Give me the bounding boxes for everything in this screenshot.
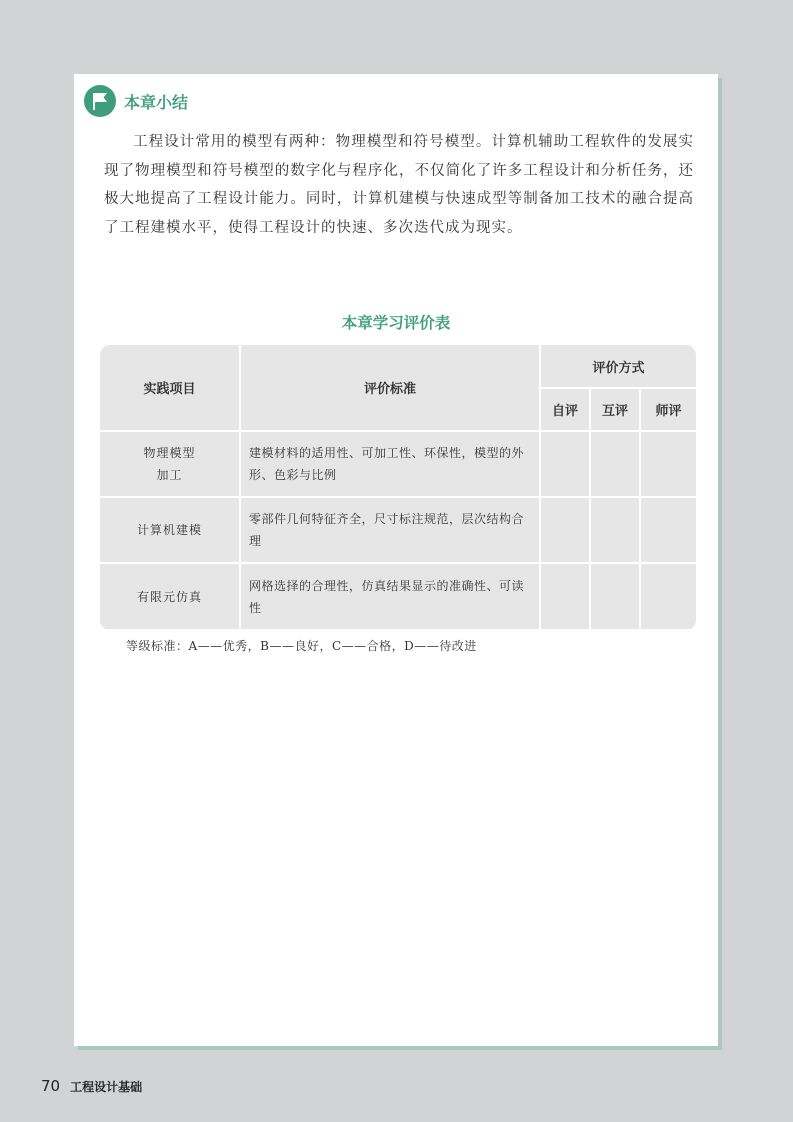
table-title: 本章学习评价表 [341,314,451,332]
teacher-cell [640,563,696,629]
header-method: 评价方式 [540,345,696,388]
row-project: 有限元仿真 [100,563,240,629]
row-criteria: 零部件几何特征齐全，尺寸标注规范，层次结构合理 [240,497,540,563]
self-cell [540,431,590,497]
evaluation-table [100,345,696,630]
self-cell [540,497,590,563]
table-row [100,431,696,497]
self-cell [540,563,590,629]
peer-cell [590,563,640,629]
grade-note: 等级标准：A——优秀，B——良好，C——合格，D——待改进 [126,639,477,653]
section-title: 本章小结 [124,92,189,112]
header-self: 自评 [540,388,590,431]
page-footer [41,1077,142,1095]
page-number: 70 [41,1077,61,1095]
table-row [100,497,696,563]
flag-icon [84,85,116,117]
peer-cell [590,497,640,563]
teacher-cell [640,431,696,497]
header-criteria: 评价标准 [240,345,540,431]
peer-cell [590,431,640,497]
summary-paragraph: 工程设计常用的模型有两种：物理模型和符号模型。计算机辅助工程软件的发展实现了物理模型和符号模型的数字化与程序化，不仅简化了许多工程设计和分析任务，还极大地提高了工程设计能力。同时，计算机建模与快速成型等制备加工技术的融合提高了工程建模水平，使得工程设计的快速、多次迭代成为现实。 [104,134,694,236]
row-criteria: 建模材料的适用性、可加工性、环保性，模型的外形、色彩与比例 [240,431,540,497]
row-project: 计算机建模 [100,497,240,563]
row-criteria: 网格选择的合理性，仿真结果显示的准确性、可读性 [240,563,540,629]
header-teacher: 师评 [640,388,696,431]
book-title: 工程设计基础 [70,1080,143,1094]
header-peer: 互评 [590,388,640,431]
page [74,74,718,1046]
table-row [100,563,696,629]
row-project: 物理模型 加工 [100,431,240,497]
header-project: 实践项目 [100,345,240,431]
teacher-cell [640,497,696,563]
section-heading [84,84,188,118]
